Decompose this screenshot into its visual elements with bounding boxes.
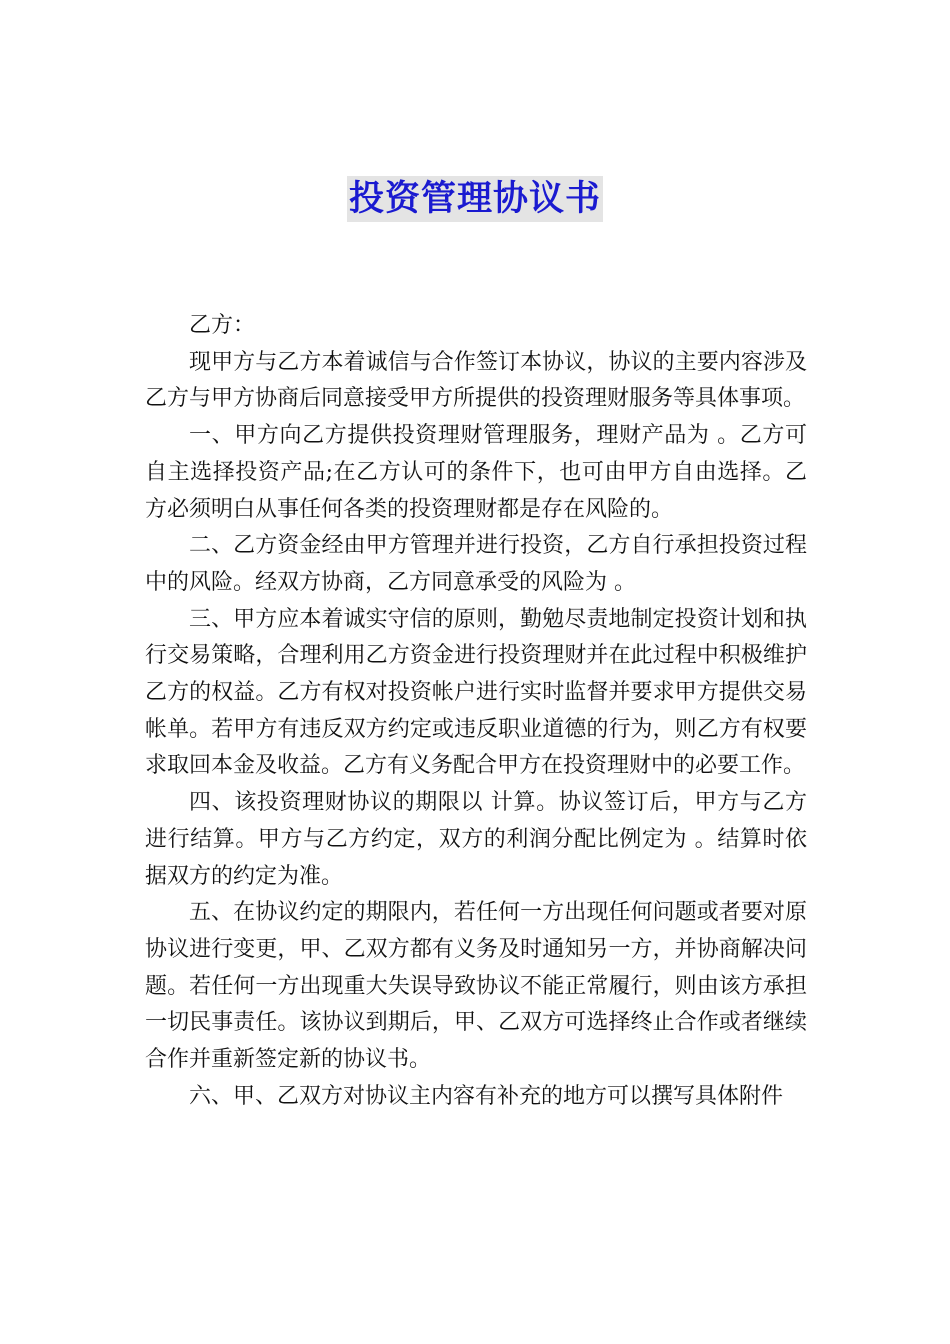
title-container (0, 176, 950, 222)
clause-3-paragraph: 三、甲方应本着诚实守信的原则，勤勉尽责地制定投资计划和执行交易策略，合理利用乙方资金进行投资理财并在此过程中积极维护乙方的权益。乙方有权对投资帐户进行实时监督并要求甲方提供交易帐单。若甲方有违反双方约定或违反职业道德的行为，则乙方有权要求取回本金及收益。乙方有义务配合甲方在投资理财中的必要工作。 (145, 606, 807, 779)
preamble-paragraph: 现甲方与乙方本着诚信与合作签订本协议，协议的主要内容涉及乙方与甲方协商后同意接受甲方所提供的投资理财服务等具体事项。 (145, 349, 807, 412)
document-body (145, 308, 807, 1115)
clause-1-paragraph: 一、甲方向乙方提供投资理财管理服务，理财产品为 。乙方可自主选择投资产品;在乙方认可的条件下，也可由甲方自由选择。乙方必须明白从事任何各类的投资理财都是存在风险的。 (145, 423, 807, 522)
document-title: 投资管理协议书 (347, 176, 603, 222)
clause-6-paragraph: 六、甲、乙双方对协议主内容有补充的地方可以撰写具体附件 (189, 1083, 784, 1109)
clause-2-paragraph: 二、乙方资金经由甲方管理并进行投资，乙方自行承担投资过程中的风险。经双方协商，乙方同意承受的风险为 。 (145, 533, 807, 595)
clause-4-paragraph: 四、该投资理财协议的期限以 计算。协议签订后，甲方与乙方进行结算。甲方与乙方约定，双方的利润分配比例定为 。结算时依据双方的约定为准。 (145, 790, 807, 889)
clause-5-paragraph: 五、在协议约定的期限内，若任何一方出现任何问题或者要对原协议进行变更，甲、乙双方都有义务及时通知另一方，并协商解决问题。若任何一方出现重大失误导致协议不能正常履行，则由该方承担一切民事责任。该协议到期后，甲、乙双方可选择终止合作或者继续合作并重新签定新的协议书。 (145, 900, 807, 1073)
party-b-label: 乙方： (189, 313, 256, 338)
